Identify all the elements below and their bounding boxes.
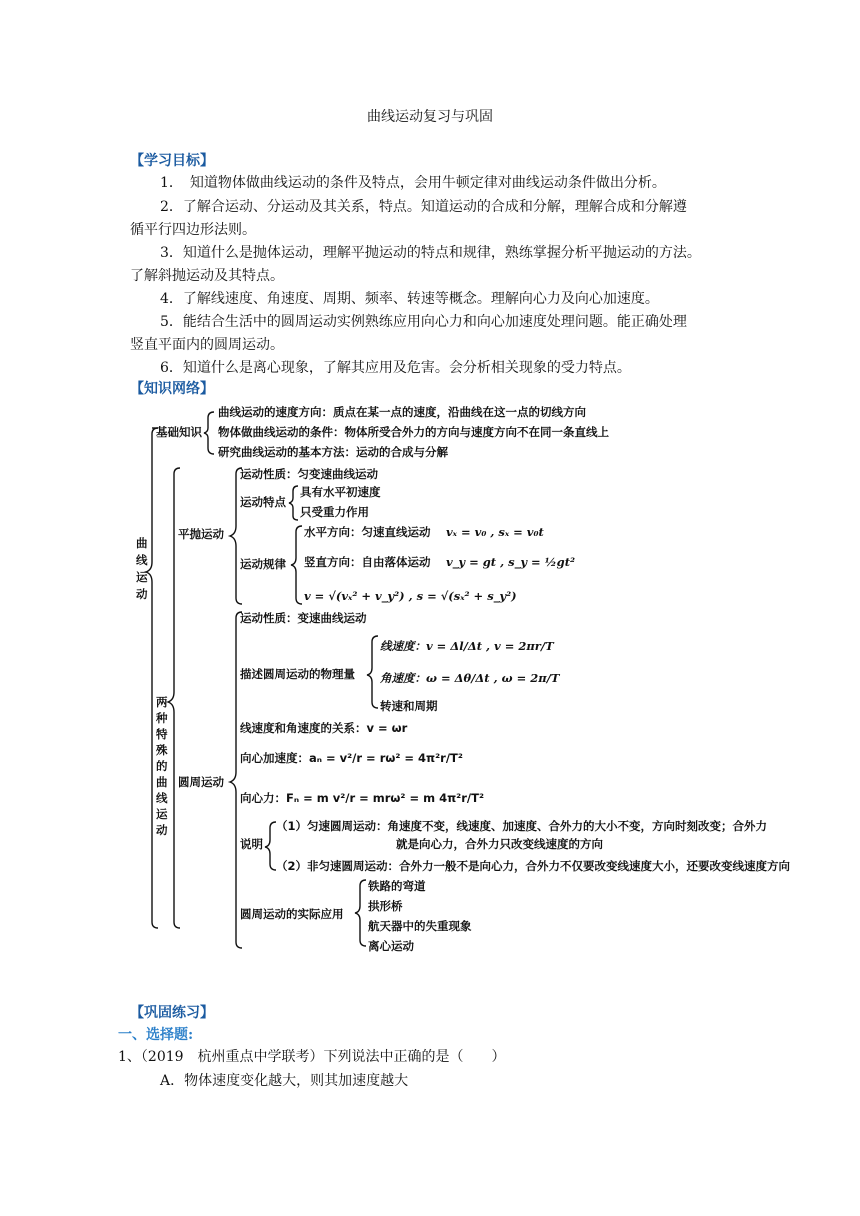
objective-2-cont: 循平行四边形法则。 [130,222,256,238]
proj-law-brace [291,526,302,604]
network-heading: 【知识网络】 [130,381,214,397]
circ-brace [230,612,242,948]
net-circ-nature: 运动性质：变速曲线运动 [240,611,367,625]
net-proj-feature-1: 具有水平初速度 [300,485,381,499]
circ-quantities-brace [367,636,378,708]
net-two-char-8: 运 [156,807,168,821]
objectives-heading: 【学习目标】 [130,153,214,169]
choice-heading: 一、选择题: [118,1027,194,1043]
net-proj-law-v: 竖直方向：自由落体运动 [304,555,431,569]
net-basic-item-1: 曲线运动的速度方向：质点在某一点的速度，沿曲线在这一点的切线方向 [218,405,586,419]
net-circ-app-1: 铁路的弯道 [368,879,426,893]
objective-3-cont: 了解斜抛运动及其特点。 [130,268,284,284]
net-proj-nature: 运动性质：匀变速曲线运动 [240,467,378,481]
question-1: 1、（2019 杭州重点中学联考）下列说法中正确的是（ ） [118,1049,506,1065]
page-title: 曲线运动复习与巩固 [367,109,493,125]
net-circ-quantities: 描述圆周运动的物理量 [240,667,355,681]
circ-note-brace [265,822,276,870]
net-basic-item-2: 物体做曲线运动的条件：物体所受合外力的方向与速度方向不在同一条直线上 [218,425,609,439]
net-circ-app-2: 拱形桥 [368,899,403,913]
net-root-char-2: 线 [136,553,148,567]
net-two-char-9: 动 [156,823,168,837]
objective-4: 4．了解线速度、角速度、周期、频率、转速等概念。理解向心力及向心加速度。 [160,291,659,307]
net-circ-period: 转速和周期 [380,699,438,713]
objective-1: 1． 知道物体做曲线运动的条件及特点，会用牛顿定律对曲线运动条件做出分析。 [160,175,666,191]
net-two-char-6: 曲 [156,775,168,789]
net-proj: 平抛运动 [178,527,224,541]
objective-5-cont: 竖直平面内的圆周运动。 [130,337,284,353]
objective-5: 5．能结合生活中的圆周运动实例熟练应用向心力和向心加速度处理问题。能正确处理 [160,314,687,330]
net-two-char-1: 两 [156,695,168,709]
root-brace [146,428,158,928]
net-proj-law: 运动规律 [240,557,286,571]
net-basic: 基础知识 [156,425,202,439]
circ-app-brace [355,880,366,946]
net-circ-note-2: （2）非匀速圆周运动：合外力一般不是向心力，合外力不仅要改变线速度大小，还要改变线速度方向 [276,859,790,873]
net-circ-relation: 线速度和角速度的关系：v = ωr [240,721,408,735]
basic-brace [204,412,214,454]
net-circ-app-4: 离心运动 [368,939,414,953]
question-1-option-a: A．物体速度变化越大，则其加速度越大 [160,1073,409,1089]
net-root-char-3: 运 [136,570,148,584]
net-proj-law-h-eq: vₓ = v₀ , sₓ = v₀t [446,525,544,539]
net-proj-law-h: 水平方向：匀速直线运动 [304,525,431,539]
net-circ-angular: 角速度：ω = Δθ/Δt , ω = 2π/T [380,671,560,685]
net-proj-feature: 运动特点 [240,495,286,509]
objective-6: 6．知道什么是离心现象，了解其应用及危害。会分析相关现象的受力特点。 [160,360,631,376]
net-circ-app: 圆周运动的实际应用 [240,907,344,921]
net-circ-linear: 线速度：v = Δl/Δt , v = 2πr/T [380,639,554,653]
net-circ-accel: 向心加速度：aₙ = v²/r = rω² = 4π²r/T² [240,751,463,765]
net-root-char-4: 动 [136,587,148,601]
proj-feature-brace [289,486,298,520]
net-circ: 圆周运动 [178,775,224,789]
objective-2: 2．了解合运动、分运动及其关系，特点。知道运动的合成和分解，理解合成和分解遵 [160,199,687,215]
net-circ-note-1b: 就是向心力，合外力只改变线速度的方向 [396,837,603,851]
net-circ-app-3: 航天器中的失重现象 [368,919,472,933]
net-proj-law-total: v = √(vₓ² + v_y²) , s = √(sₓ² + s_y²) [304,589,517,603]
net-circ-note-1a: （1）匀速圆周运动：角速度不变，线速度、加速度、合外力的大小不变，方向时刻改变；合外力 [276,819,767,833]
net-two-char-5: 的 [156,759,168,773]
net-proj-law-v-eq: v_y = gt , s_y = ½gt² [446,555,576,569]
net-two-char-7: 线 [156,791,168,805]
net-circ-force: 向心力：Fₙ = m v²/r = mrω² = m 4π²r/T² [240,791,484,805]
net-basic-item-3: 研究曲线运动的基本方法：运动的合成与分解 [218,445,448,459]
net-circ-note: 说明 [240,837,263,851]
net-two-char-3: 特 [156,727,168,741]
net-two-char-4: 殊 [156,743,168,757]
proj-brace [230,468,242,604]
net-proj-feature-2: 只受重力作用 [300,505,369,519]
net-two-char-2: 种 [156,711,168,725]
practice-heading: 【巩固练习】 [130,1005,214,1021]
objective-3: 3．知道什么是抛体运动，理解平抛运动的特点和规律，熟练掌握分析平抛运动的方法。 [160,245,701,261]
net-root-char-1: 曲 [136,536,148,550]
knowledge-network-diagram [128,402,828,954]
